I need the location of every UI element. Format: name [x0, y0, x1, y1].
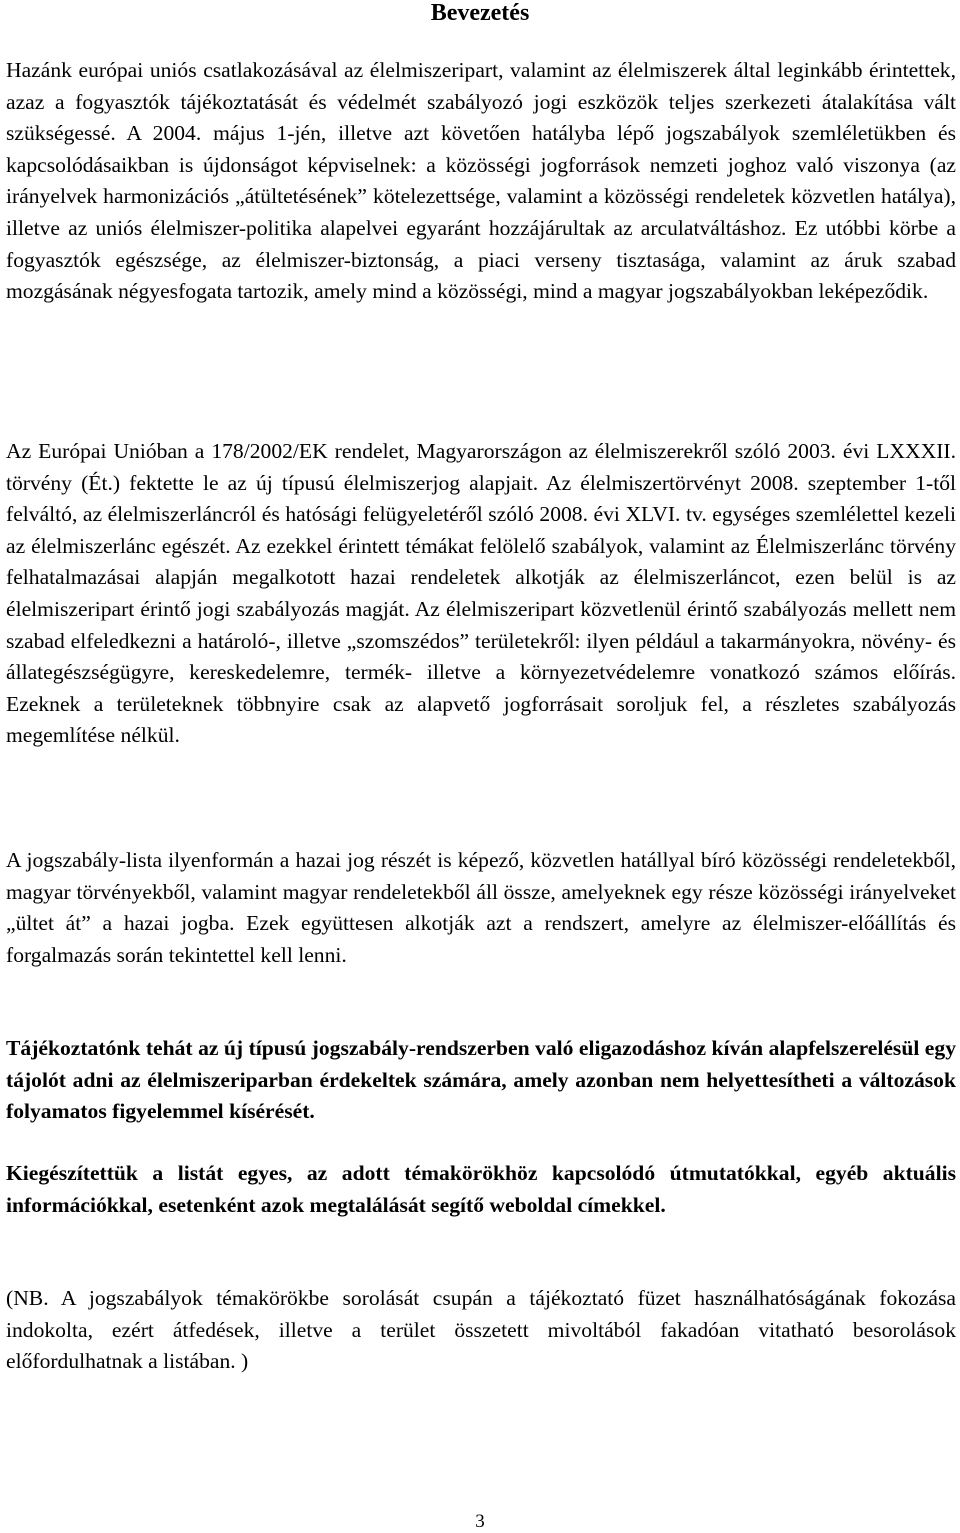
paragraph-regulation-list: A jogszabály-lista ilyenformán a hazai jog részét is képező, közvetlen hatállyal bíró közösségi rendeletekből, magyar törvényekből, valamint magyar rendeletekből áll össze, amelyeknek egy része közösségi irányelveket „ültet át” a hazai jogba. Ezek együttesen alkotják azt a rendszert, amelyre az élelmiszer-előállítás és forgalmazás során tekintettel kell lenni. — [6, 848, 956, 967]
page-title: Bevezetés — [430, 0, 530, 26]
paragraph-note: (NB. A jogszabályok témakörökbe sorolását csupán a tájékoztató füzet használhatóságának fokozása indokolta, ezért átfedések, illetve a terület összetett mivoltából fakadóan vitatható besorolások előfordulhatnak a listában. ) — [6, 1286, 956, 1374]
paragraph-guide-purpose: Tájékoztatónk tehát az új típusú jogszabály-rendszerben való eligazodáshoz kíván alapfelszerelésül egy tájolót adni az élelmiszeriparban érdekeltek számára, amely azonban nem helyettesítheti a változások folyamatos figyelemmel kísérését. — [6, 1036, 956, 1124]
page-number: 3 — [475, 1511, 485, 1532]
paragraph-supplements: Kiegészítettük a listát egyes, az adott témakörökhöz kapcsolódó útmutatókkal, egyéb aktuális információkkal, esetenként azok megtalálását segítő weboldal címekkel. — [6, 1161, 956, 1217]
paragraph-food-law-basis: Az Európai Unióban a 178/2002/EK rendelet, Magyarországon az élelmiszerekről szóló 2003. évi LXXXII. törvény (Ét.) fektette le az új típusú élelmiszerjog alapjait. Az élelmiszertörvényt 2008. szeptember 1-től felváltó, az élelmiszerláncról és hatósági felügyeletéről szóló 2008. évi XLVI. tv. egységes szemlélettel kezeli az élelmiszerlánc egészét. Az ezekkel érintett témákat felölelő szabályok, valamint az Élelmiszerlánc törvény felhatalmazásai alapján megalkotott hazai rendeletek alkotják az élelmiszerláncot, ezen belül is az élelmiszeripart érintő jogi szabályozás magját. Az élelmiszeripart közvetlenül érintő szabályozás mellett nem szabad elfeledkezni a határoló-, illetve „szomszédos” területekről: ilyen például a takarmányokra, növény- és állategészségügyre, kereskedelemre, termék- illetve a környezetvédelemre vonatkozó számos előírás. Ezeknek a területeknek többnyire csak az alapvető jogforrásait soroljuk fel, a részletes szabályozás megemlítése nélkül. — [6, 439, 956, 748]
paragraph-eu-accession: Hazánk európai uniós csatlakozásával az élelmiszeripart, valamint az élelmiszerek által leginkább érintettek, azaz a fogyasztók tájékoztatását és védelmét szabályozó jogi eszközök teljes szerkezeti átalakítása vált szükségessé. A 2004. május 1-jén, illetve azt követően hatályba lépő jogszabályok szemléletükben és kapcsolódásaikban is újdonságot képviselnek: a közösségi jogforrások nemzeti joghoz való viszonya (az irányelvek harmonizációs „átültetésének” kötelezettsége, valamint a közösségi rendeletek közvetlen hatálya), illetve az uniós élelmiszer-politika alapelvei egyaránt hozzájárultak az arculatváltáshoz. Ez utóbbi körbe a fogyasztók egészsége, az élelmiszer-biztonság, a piaci verseny tisztasága, valamint az áruk szabad mozgásának négyesfogata tartozik, amely mind a közösségi, mind a magyar jogszabályokban leképeződik. — [6, 58, 956, 304]
